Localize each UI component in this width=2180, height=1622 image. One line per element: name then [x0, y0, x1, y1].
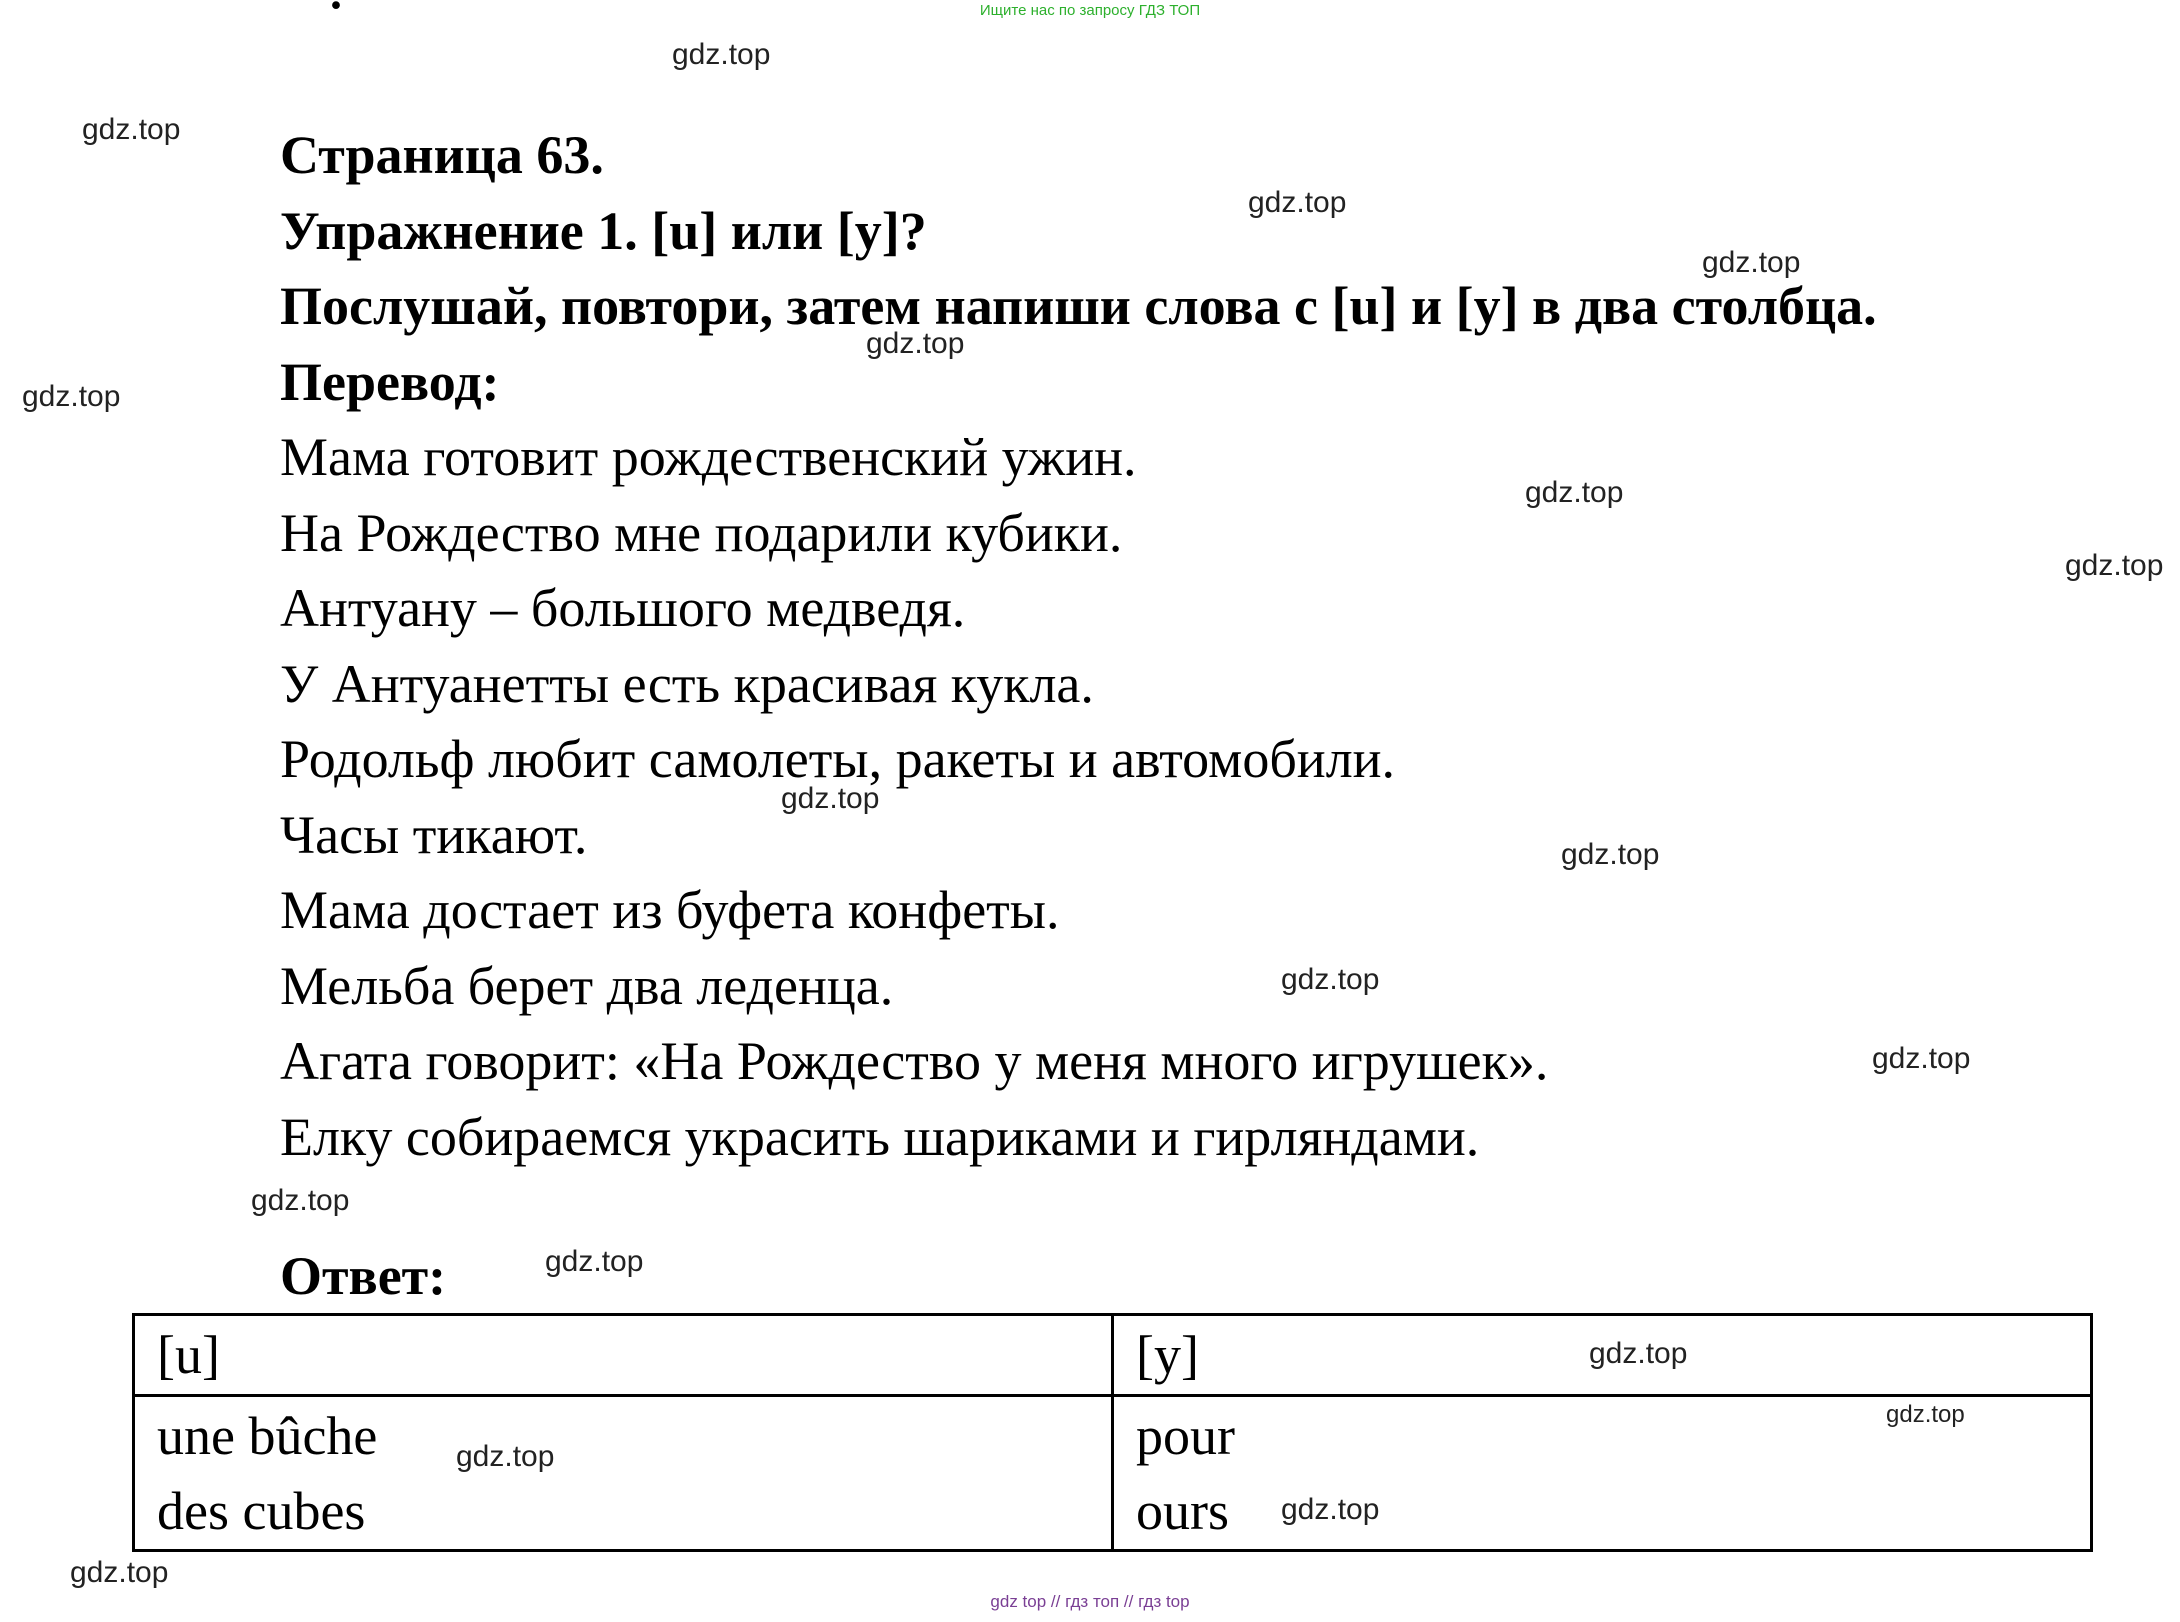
translation-line: Родольф любит самолеты, ракеты и автомобили. [280, 729, 1396, 789]
translation-line: Мельба берет два леденца. [280, 955, 894, 1016]
translation-line: На Рождество мне подарили кубики. [280, 502, 1123, 563]
list-item: des cubes [157, 1481, 366, 1541]
watermark: gdz.top [672, 38, 771, 71]
watermark: gdz.top [1561, 838, 1660, 871]
watermark: gdz.top [1589, 1337, 1688, 1370]
column-header-y: [y] [1113, 1315, 2092, 1396]
list-item: pour [1136, 1406, 1235, 1466]
watermark: gdz.top [781, 782, 880, 815]
watermark: gdz.top [2065, 549, 2164, 582]
watermark: gdz.top [22, 380, 121, 413]
page-title: Страница 63. [280, 125, 604, 185]
translation-line: Антуану – большого медведя. [280, 578, 966, 638]
table-header-row [134, 1315, 2092, 1396]
translation-line: Часы тикают. [280, 804, 588, 865]
watermark: gdz.top [1872, 1042, 1971, 1075]
watermark: gdz.top [251, 1184, 350, 1217]
document-body [280, 118, 1877, 1175]
watermark: gdz.top [456, 1440, 555, 1473]
list-item: ours [1136, 1481, 1229, 1541]
translation-line: Мама готовит рождественский ужин. [280, 427, 1137, 487]
answer-table [132, 1313, 2093, 1552]
watermark: gdz.top [1281, 963, 1380, 996]
translation-line: У Антуанетты есть красивая кукла. [280, 653, 1094, 714]
watermark: gdz.top [1525, 476, 1624, 509]
column-header-u: [u] [134, 1315, 1113, 1396]
translation-heading: Перевод: [280, 351, 500, 412]
watermark: gdz.top [1886, 1401, 1965, 1428]
watermark: gdz.top [70, 1556, 169, 1589]
list-item: une bûche [157, 1406, 378, 1466]
cut-off-heading [280, 0, 344, 10]
footer-links[interactable]: gdz top // гдз топ // гдз top [990, 1592, 1190, 1611]
column-u-cell [134, 1396, 1113, 1551]
watermark: gdz.top [866, 327, 965, 360]
translation-line: Елку собираемся украсить шариками и гирляндами. [280, 1106, 1480, 1167]
watermark: gdz.top [1281, 1493, 1380, 1526]
exercise-instruction: Послушай, повтори, затем напиши слова с [u] и [y] в два столбца. [280, 276, 1877, 336]
answer-heading: Ответ: [280, 1246, 447, 1306]
translation-line: Агата говорит: «На Рождество у меня много игрушек». [280, 1031, 1549, 1091]
search-banner[interactable]: Ищите нас по запросу ГДЗ ТОП [979, 2, 1201, 19]
translation-line: Мама достает из буфета конфеты. [280, 880, 1060, 940]
watermark: gdz.top [82, 113, 181, 146]
watermark: gdz.top [1702, 246, 1801, 279]
watermark: gdz.top [1248, 186, 1347, 219]
exercise-title: Упражнение 1. [u] или [y]? [280, 200, 927, 261]
watermark: gdz.top [545, 1245, 644, 1278]
table-row [134, 1396, 2092, 1551]
